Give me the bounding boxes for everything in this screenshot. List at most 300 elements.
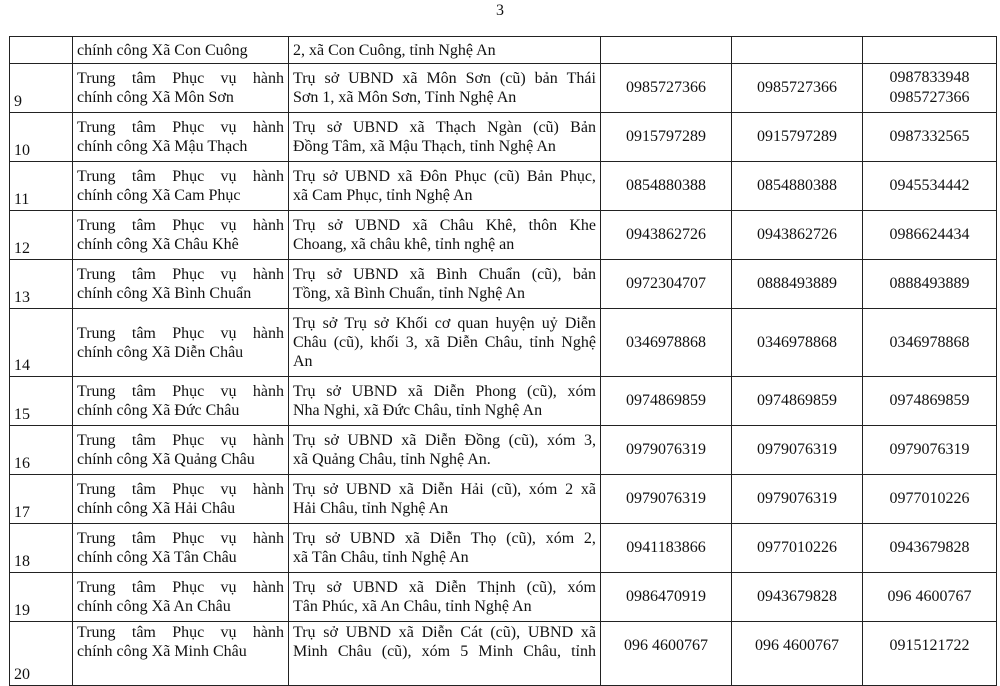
- phone-line: 0987833948: [889, 69, 970, 86]
- phone-line: 0888493889: [889, 275, 970, 292]
- word: Trụ: [293, 383, 316, 400]
- word: (cũ): [499, 70, 526, 87]
- address-line: xã Tân Châu, tỉnh Nghệ An: [293, 549, 469, 566]
- word: Trung: [77, 217, 116, 234]
- word: cơ: [434, 315, 451, 332]
- word: Trung: [77, 324, 116, 342]
- phone-cell-3: [863, 64, 997, 113]
- table-row: [10, 377, 997, 426]
- word: (cũ),: [381, 643, 412, 660]
- center-name-cell: [73, 622, 289, 686]
- address-line: [293, 623, 596, 642]
- word: vụ: [220, 70, 237, 87]
- word: sở: [326, 119, 342, 136]
- word: 2: [565, 481, 574, 498]
- address-cell: [289, 377, 601, 426]
- word: hành: [252, 168, 284, 185]
- phone-cell-1: 0915797289: [601, 113, 732, 162]
- word: hành: [252, 481, 284, 498]
- word: tâm: [131, 432, 156, 449]
- table-row: [10, 64, 997, 113]
- word: UBND: [349, 530, 396, 547]
- address-line: An: [293, 353, 313, 370]
- table-row: [10, 260, 997, 309]
- word: vụ: [220, 481, 237, 498]
- address-line: Sơn 1, xã Môn Sơn, Tỉnh Nghệ An: [293, 89, 517, 106]
- word: Diễn: [433, 383, 465, 400]
- word: Phục: [172, 266, 205, 283]
- word: xã: [409, 266, 425, 283]
- phone-cell-3: [863, 260, 997, 309]
- word: huyện: [495, 315, 535, 332]
- center-name-line: [77, 265, 284, 284]
- phone-cell-3: [863, 573, 997, 622]
- phone-cell-1: 0974869859: [601, 377, 732, 426]
- table-row: [10, 524, 997, 573]
- word: tâm: [131, 579, 156, 596]
- word: xóm: [545, 530, 575, 547]
- center-name-cell: [73, 524, 289, 573]
- table-row-continued: [10, 37, 997, 64]
- word: Trung: [77, 168, 116, 185]
- word: Trụ: [293, 217, 316, 234]
- address-line: Tân Phúc, xã An Châu, tỉnh Nghệ An: [293, 598, 532, 615]
- word: sở: [323, 481, 338, 498]
- phone-line: 0979076319: [889, 441, 970, 458]
- word: UBND: [345, 481, 392, 498]
- word: Trụ: [293, 266, 316, 283]
- address-line: [293, 382, 596, 401]
- word: UBND: [348, 70, 394, 87]
- address-line: [293, 529, 596, 548]
- phone-cell-2: 0977010226: [732, 524, 863, 573]
- word: Phục: [172, 324, 205, 342]
- word: Bình: [436, 266, 468, 283]
- word: UBND: [345, 624, 392, 641]
- word: Phục: [172, 168, 205, 185]
- center-name-line: [77, 578, 284, 597]
- word: Diễn: [429, 530, 461, 547]
- word: Trụ: [293, 119, 316, 136]
- word: xóm: [567, 579, 596, 596]
- phone-cell-3: [863, 309, 997, 377]
- phone-line: 0985727366: [889, 89, 970, 106]
- phone-cell-2: 0888493889: [732, 260, 863, 309]
- phone-line: 0987332565: [889, 128, 970, 145]
- center-name-cell: [73, 573, 289, 622]
- word: (cũ),: [508, 432, 539, 449]
- word: xã: [401, 432, 417, 449]
- phone-cell-1: [601, 37, 732, 64]
- center-name-cell: [73, 426, 289, 475]
- address-cell: [289, 162, 601, 211]
- center-name-line: chính công Xã Hải Châu: [77, 500, 236, 517]
- center-name-line: [77, 118, 284, 137]
- phone-cell-2: 0943679828: [732, 573, 863, 622]
- word: (cũ),: [506, 530, 536, 547]
- center-name-line: chính công Xã Tân Châu: [77, 549, 237, 566]
- address-cell: 2, xã Con Cuông, tỉnh Nghệ An: [289, 37, 601, 64]
- word: hành: [252, 383, 284, 400]
- word: Bản: [526, 168, 553, 185]
- address-line: Nha Nghi, xã Đức Châu, tỉnh Nghệ An: [293, 402, 543, 419]
- address-cell: [289, 475, 601, 524]
- row-number-cell: 15: [10, 377, 73, 426]
- center-name-cell: [73, 475, 289, 524]
- word: UBND: [354, 217, 401, 234]
- phone-cell-3: [863, 162, 997, 211]
- word: vụ: [220, 266, 237, 283]
- word: vụ: [220, 324, 237, 342]
- word: tâm: [131, 324, 156, 342]
- word: xã: [580, 624, 596, 641]
- center-name-cell: [73, 377, 289, 426]
- word: xã: [412, 217, 428, 234]
- word: vụ: [220, 579, 237, 596]
- word: xã: [397, 168, 413, 185]
- word: Trung: [77, 530, 116, 547]
- word: (cũ),: [490, 624, 521, 641]
- word: Khối: [395, 315, 428, 332]
- phone-cell-1: 0943862726: [601, 211, 732, 260]
- word: Trụ: [344, 315, 367, 332]
- table-row: [10, 475, 997, 524]
- phone-line: 0974869859: [889, 392, 970, 409]
- center-name-cell: [73, 113, 289, 162]
- word: Chuẩn: [478, 266, 521, 283]
- center-name-line: chính công Xã Mậu Thạch: [77, 138, 248, 155]
- word: (cũ),: [491, 481, 522, 498]
- phone-cell-2: 0985727366: [732, 64, 863, 113]
- word: Bản: [570, 119, 596, 136]
- address-line: Hải Châu, tỉnh Nghệ An: [293, 500, 449, 517]
- word: UBND: [344, 168, 391, 185]
- word: Phục: [172, 119, 205, 136]
- row-number-cell: 13: [10, 260, 73, 309]
- word: quan: [457, 315, 489, 332]
- address-cell: [289, 524, 601, 573]
- phone-cell-2: 0979076319: [732, 475, 863, 524]
- word: sở: [323, 624, 338, 641]
- word: Trung: [77, 266, 116, 283]
- word: Hải: [460, 481, 484, 498]
- word: hành: [252, 324, 284, 342]
- table-row: [10, 426, 997, 475]
- center-name-line: chính công Xã Minh Châu: [77, 643, 247, 660]
- address-cell: [289, 426, 601, 475]
- word: (cũ): [533, 119, 559, 136]
- phone-cell-2: 096 4600767: [732, 622, 863, 686]
- word: tâm: [131, 266, 156, 283]
- word: tâm: [131, 624, 156, 641]
- phone-cell-3: [863, 622, 997, 686]
- word: Khe: [569, 217, 596, 234]
- center-name-line: [77, 623, 284, 642]
- word: xóm: [421, 643, 451, 660]
- center-name-line: [77, 529, 284, 548]
- word: xóm: [528, 481, 558, 498]
- address-cell: [289, 113, 601, 162]
- address-line: xã Quảng Châu, tỉnh Nghệ An.: [293, 451, 491, 468]
- address-line: [293, 314, 596, 333]
- center-name-line: [77, 480, 284, 499]
- phone-cell-1: 0346978868: [601, 309, 732, 377]
- word: hành: [252, 217, 284, 234]
- word: Ngàn: [487, 119, 522, 136]
- phone-cell-2: 0974869859: [732, 377, 863, 426]
- phone-line: 0986624434: [889, 226, 970, 243]
- word: Phục: [172, 481, 205, 498]
- center-name-line: chính công Xã Châu Khê: [77, 236, 239, 253]
- table-row: [10, 309, 997, 377]
- center-name-cell: [73, 309, 289, 377]
- word: tỉnh: [571, 643, 596, 660]
- row-number-cell: 10: [10, 113, 73, 162]
- address-line: [293, 333, 596, 352]
- address-line: Choang, xã châu khê, tỉnh nghệ an: [293, 236, 515, 253]
- center-name-line: [77, 382, 284, 401]
- center-name-line: chính công Xã Môn Sơn: [77, 89, 234, 106]
- phone-cell-1: 0979076319: [601, 475, 732, 524]
- row-number-cell: 18: [10, 524, 73, 573]
- word: vụ: [220, 624, 237, 641]
- word: khối: [370, 334, 399, 351]
- word: Khê,: [485, 217, 517, 234]
- word: xã: [409, 119, 425, 136]
- word: tâm: [131, 530, 156, 547]
- table-row: [10, 211, 997, 260]
- phone-cell-2: 0943862726: [732, 211, 863, 260]
- phone-cell-2: 0346978868: [732, 309, 863, 377]
- phone-cell-3: [863, 377, 997, 426]
- address-cell: [289, 64, 601, 113]
- word: (cũ),: [531, 266, 562, 283]
- phone-cell-1: 0972304707: [601, 260, 732, 309]
- word: UBND: [347, 432, 393, 449]
- word: xã: [424, 334, 440, 351]
- phone-cell-1: 0979076319: [601, 426, 732, 475]
- center-name-line: [77, 167, 284, 186]
- center-name-cell: [73, 162, 289, 211]
- address-cell: [289, 622, 601, 686]
- phone-cell-3: [863, 113, 997, 162]
- commune-service-center-table: [9, 36, 997, 686]
- word: tâm: [131, 168, 156, 185]
- address-line: [293, 167, 596, 186]
- word: 5: [460, 643, 469, 660]
- center-name-line: [77, 431, 284, 450]
- address-line: [293, 69, 596, 88]
- row-number-cell: 9: [10, 64, 73, 113]
- word: Trụ: [293, 432, 316, 449]
- word: hành: [252, 70, 284, 87]
- address-cell: [289, 309, 601, 377]
- phone-cell-3: [863, 37, 997, 64]
- word: Trung: [77, 579, 116, 596]
- word: Diễn: [564, 315, 596, 332]
- center-name-line: chính công Xã Đức Châu: [77, 402, 240, 419]
- table-row: [10, 622, 997, 686]
- row-number-cell: 17: [10, 475, 73, 524]
- word: sở: [326, 579, 342, 596]
- phone-cell-1: 0986470919: [601, 573, 732, 622]
- word: vụ: [220, 383, 237, 400]
- word: (cũ),: [333, 334, 364, 351]
- word: sở: [326, 383, 341, 400]
- center-name-cell: chính công Xã Con Cuông: [73, 37, 289, 64]
- word: sở: [327, 217, 343, 234]
- word: hành: [252, 530, 284, 547]
- word: Trung: [77, 119, 116, 136]
- word: tỉnh: [529, 334, 555, 351]
- word: UBND: [352, 579, 398, 596]
- word: uỷ: [541, 315, 558, 332]
- word: Phục: [172, 579, 205, 596]
- page-number: 3: [496, 2, 504, 19]
- row-number-cell: 20: [10, 622, 73, 686]
- word: sở: [322, 315, 338, 332]
- word: Trụ: [293, 530, 316, 547]
- word: tâm: [131, 70, 156, 87]
- phone-line: 0915121722: [889, 637, 970, 654]
- word: Phục: [172, 383, 205, 400]
- word: Môn: [426, 70, 457, 87]
- row-number-cell: [10, 37, 73, 64]
- word: Minh: [478, 643, 514, 660]
- center-name-line: chính công Xã Cam Phục: [77, 187, 241, 204]
- word: Phục,: [559, 168, 596, 185]
- phone-cell-1: 096 4600767: [601, 622, 732, 686]
- center-name-line: [77, 324, 284, 343]
- phone-cell-1: 0985727366: [601, 64, 732, 113]
- word: sở: [326, 266, 342, 283]
- word: Trụ: [293, 315, 316, 332]
- row-number-cell: 14: [10, 309, 73, 377]
- phone-cell-2: 0854880388: [732, 162, 863, 211]
- word: Diễn: [424, 432, 456, 449]
- word: Phong: [475, 383, 517, 400]
- word: hành: [252, 119, 284, 136]
- word: Châu: [293, 334, 327, 351]
- row-number-cell: 11: [10, 162, 73, 211]
- word: vụ: [220, 119, 237, 136]
- word: hành: [252, 624, 284, 641]
- word: Trụ: [293, 168, 316, 185]
- phone-cell-3: [863, 426, 997, 475]
- word: xóm: [567, 383, 596, 400]
- word: Phục: [172, 432, 205, 449]
- word: Thọ: [470, 530, 497, 547]
- word: Trung: [77, 624, 116, 641]
- word: sở: [324, 432, 339, 449]
- phone-cell-3: [863, 475, 997, 524]
- word: Sơn: [465, 70, 491, 87]
- word: Trung: [77, 481, 116, 498]
- word: Trung: [77, 70, 116, 87]
- word: tâm: [131, 119, 156, 136]
- table-row: [10, 573, 997, 622]
- center-name-line: chính công Xã Diễn Châu: [77, 343, 244, 361]
- word: Phục: [172, 530, 205, 547]
- word: sở: [324, 70, 340, 87]
- word: Châu: [337, 643, 372, 660]
- word: Phục: [172, 217, 205, 234]
- center-name-line: [77, 69, 284, 88]
- phone-cell-1: 0854880388: [601, 162, 732, 211]
- word: UBND: [527, 624, 574, 641]
- word: (cũ),: [527, 383, 557, 400]
- word: Trụ: [293, 579, 316, 596]
- word: (cũ): [493, 168, 520, 185]
- word: xã: [408, 579, 425, 596]
- row-number-cell: 16: [10, 426, 73, 475]
- word: vụ: [220, 530, 237, 547]
- row-number-cell: 19: [10, 573, 73, 622]
- word: xã: [580, 481, 596, 498]
- address-line: Tồng, xã Bình Chuẩn, tỉnh Nghệ An: [293, 285, 525, 302]
- word: Châu: [439, 217, 474, 234]
- table-row: [10, 162, 997, 211]
- phone-line: 096 4600767: [887, 588, 972, 605]
- word: bản: [534, 70, 558, 87]
- word: vụ: [220, 217, 237, 234]
- address-line: [293, 265, 596, 284]
- word: xóm: [546, 432, 576, 449]
- word: Thạch: [435, 119, 476, 136]
- word: Đôn: [419, 168, 448, 185]
- word: Trụ: [293, 624, 316, 641]
- phone-cell-1: 0941183866: [601, 524, 732, 573]
- word: sở: [373, 315, 389, 332]
- word: bản: [572, 266, 596, 283]
- word: 2,: [583, 530, 596, 547]
- word: Minh: [293, 643, 328, 660]
- address-cell: [289, 211, 601, 260]
- row-number-cell: 12: [10, 211, 73, 260]
- word: UBND: [352, 119, 399, 136]
- word: Diễn: [435, 579, 467, 596]
- address-line: [293, 216, 596, 235]
- address-line: [293, 431, 596, 450]
- word: 3,: [405, 334, 418, 351]
- word: hành: [252, 266, 284, 283]
- center-name-line: chính công Xã Quảng Châu: [77, 451, 255, 468]
- word: thôn: [528, 217, 558, 234]
- word: Phục: [172, 70, 205, 87]
- word: Diễn: [446, 334, 478, 351]
- phone-line: 0977010226: [889, 490, 970, 507]
- address-cell: [289, 573, 601, 622]
- phone-cell-3: [863, 524, 997, 573]
- word: vụ: [220, 432, 237, 449]
- word: xã: [398, 624, 414, 641]
- word: Nghệ: [561, 334, 596, 351]
- phone-line: 0945534442: [889, 177, 970, 194]
- address-line: xã Cam Phục, tỉnh Nghệ An: [293, 187, 473, 204]
- word: UBND: [351, 383, 398, 400]
- phone-cell-2: 0915797289: [732, 113, 863, 162]
- word: (cũ),: [526, 579, 557, 596]
- word: sở: [325, 530, 340, 547]
- word: Châu,: [484, 334, 523, 351]
- word: Phục: [454, 168, 487, 185]
- word: Trụ: [293, 70, 316, 87]
- word: Châu,: [523, 643, 561, 660]
- word: Trung: [77, 383, 116, 400]
- word: Trung: [77, 432, 116, 449]
- word: Thịnh: [477, 579, 516, 596]
- word: xã: [402, 70, 418, 87]
